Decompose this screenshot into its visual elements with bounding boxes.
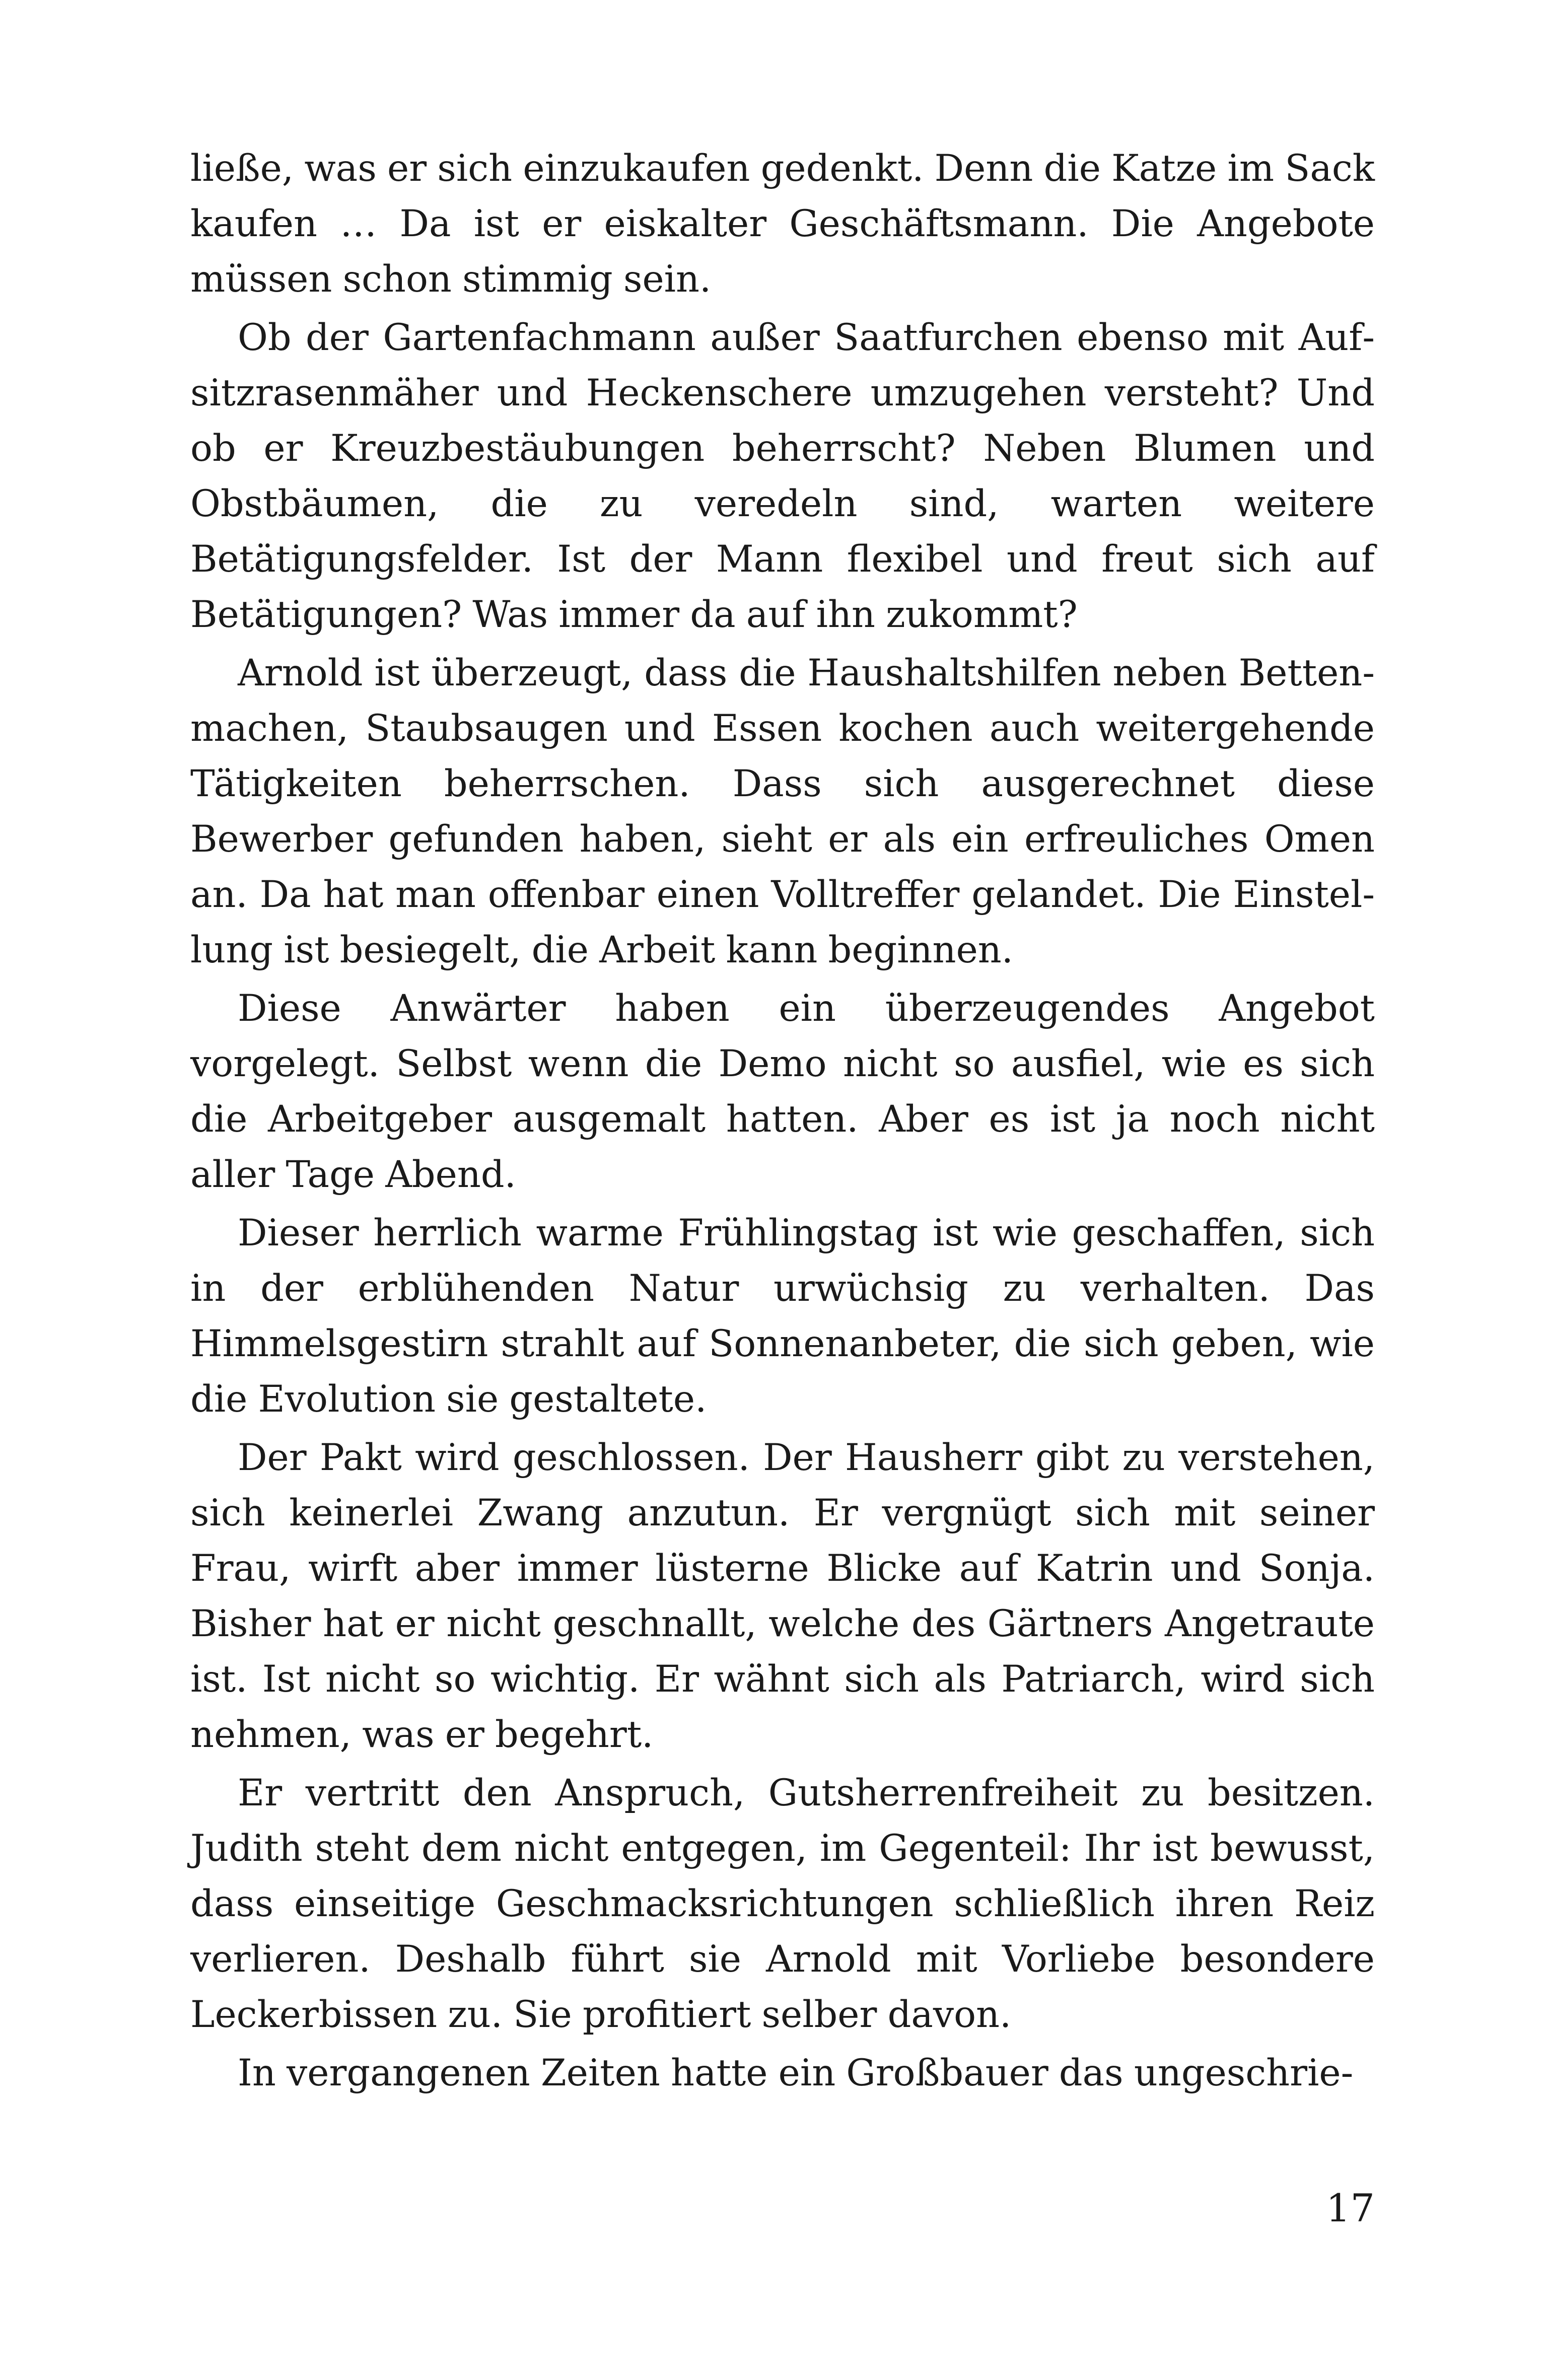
page-number: 17 bbox=[1326, 2186, 1375, 2230]
paragraph: In vergangenen Zeiten hatte ein Großbauer das ungeschrie- bbox=[238, 2052, 1354, 2094]
paragraph: Arnold ist überzeugt, dass die Haushaltshilfen neben Bettenmachen, Staubsaugen und Essen kochen auch weitergehende Tätigkeiten beherrschen. Dass sich ausgerechnet diese Bewerber gefunden haben, sieht er als ein erfreuliches Omen an. Da hat man offenbar einen Volltreffer gelandet. Die Einstellung ist besiegelt, die Arbeit kann beginnen. bbox=[190, 652, 1375, 971]
paragraph: Dieser herrlich warme Frühlingstag ist wie geschaffen, sich in der erblühenden Natur urwüchsig zu verhalten. Das Himmelsgestirn strahlt auf Sonnenanbeter, die sich geben, wie die Evolution sie gestaltete. bbox=[190, 1212, 1375, 1421]
body-text bbox=[190, 141, 1375, 2104]
paragraph: ließe, was er sich einzukaufen gedenkt. Denn die Katze im Sack kaufen … Da ist er eiskalter Geschäftsmann. Die Angebote müssen schon stimmig sein. bbox=[190, 147, 1375, 301]
paragraph: Ob der Gartenfachmann außer Saatfurchen ebenso mit Aufsitzrasenmäher und Heckenschere umzugehen versteht? Und ob er Kreuzbestäubungen beherrscht? Neben Blumen und Obstbäumen, die zu veredeln sind, warten weitere Betätigungsfelder. Ist der Mann flexibel und freut sich auf Betätigungen? Was immer da auf ihn zukommt? bbox=[190, 316, 1375, 636]
paragraph: Der Pakt wird geschlossen. Der Hausherr gibt zu verstehen, sich keinerlei Zwang anzutun. Er vergnügt sich mit seiner Frau, wirft aber immer lüsterne Blicke auf Katrin und Sonja. Bisher hat er nicht geschnallt, welche des Gärtners Angetraute ist. Ist nicht so wichtig. Er wähnt sich als Patriarch, wird sich nehmen, was er begehrt. bbox=[190, 1436, 1375, 1756]
paragraph: Diese Anwärter haben ein überzeugendes Angebot vorgelegt. Selbst wenn die Demo nicht so ausfiel, wie es sich die Arbeitgeber ausgemalt hatten. Aber es ist ja noch nicht aller Tage Abend. bbox=[190, 987, 1375, 1196]
paragraph: Er vertritt den Anspruch, Gutsherrenfreiheit zu besitzen. Judith steht dem nicht entgegen, im Gegenteil: Ihr ist bewusst, dass einseitige Geschmacksrichtungen schließlich ihren Reiz verlieren. Deshalb führt sie Arnold mit Vorliebe besondere Leckerbissen zu. Sie profitiert selber davon. bbox=[190, 1772, 1375, 2036]
